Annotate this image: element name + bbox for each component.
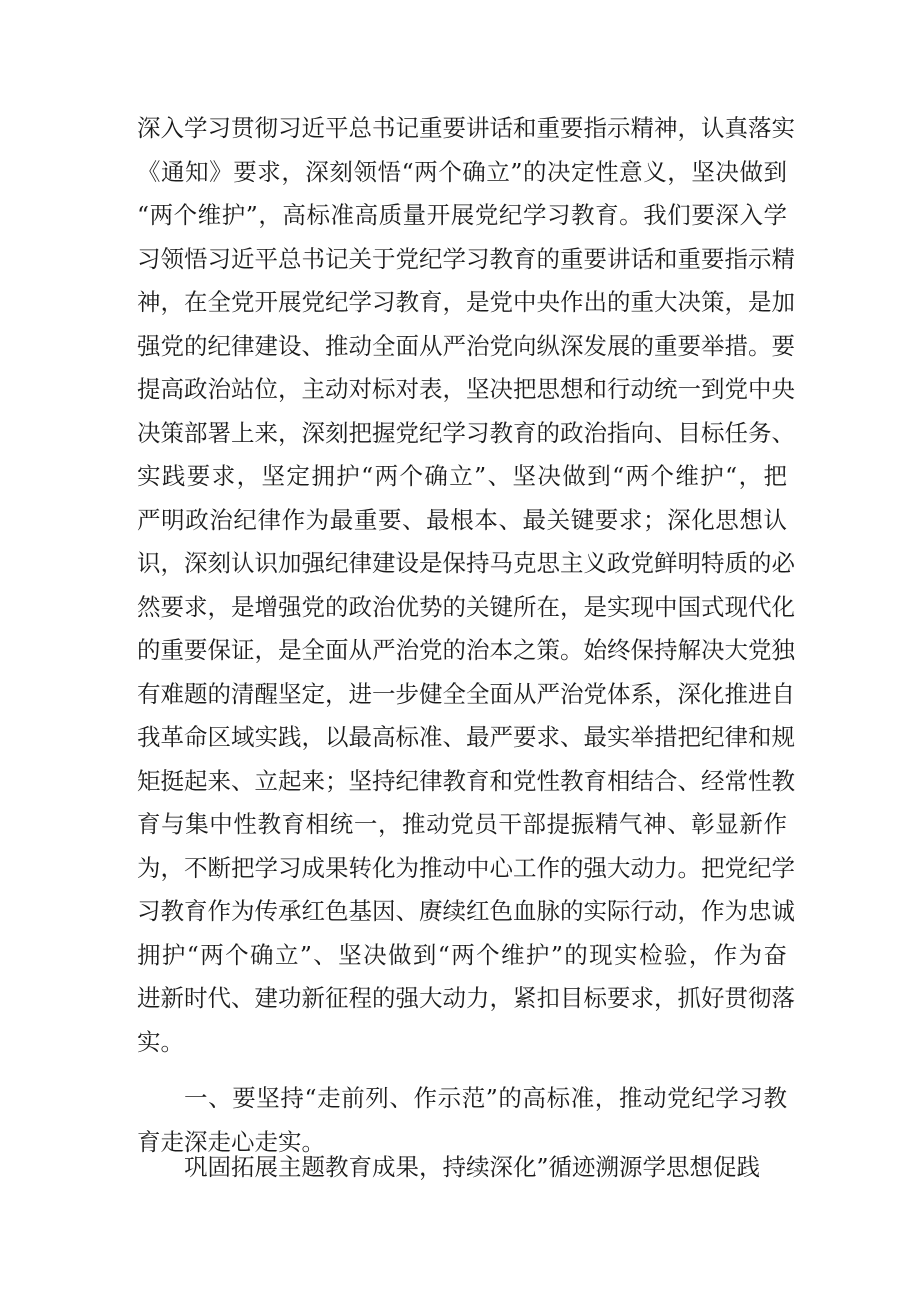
text-line: 为，不断把学习成果转化为推动中心工作的强大动力。把党纪学	[137, 853, 795, 882]
text-line: 有难题的清醒坚定，进一步健全全面从严治党体系，深化推进自	[137, 679, 795, 708]
text-line: 识，深刻认识加强纪律建设是保持马克思主义政党鲜明特质的必	[137, 549, 795, 577]
text-line: 习教育作为传承红色基因、赓续红色血脉的实际行动，作为忠诚	[137, 897, 795, 925]
text-line: 育与集中性教育相统一，推动党员干部提振精气神、彰显新作	[137, 810, 787, 838]
text-line: 深入学习贯彻习近平总书记重要讲话和重要指示精神，认真落实	[137, 114, 795, 142]
text-line: 育走深走心走实。	[137, 1127, 325, 1156]
text-line: 提高政治站位，主动对标对表，坚决把思想和行动统一到党中央	[137, 375, 795, 403]
text-line: 拥护“两个确立”、坚决做到“两个维护”的现实检验，作为奋	[137, 940, 787, 969]
text-line: 进新时代、建功新征程的强大动力，紧扣目标要求，抓好贯彻落	[137, 984, 795, 1012]
text-line: 巩固拓展主题教育成果，持续深化”循迹溯源学思想促践	[184, 1153, 761, 1181]
body-paragraph	[137, 1146, 787, 1190]
text-line: 《通知》要求，深刻领悟“两个确立”的决定性意义，坚决做到	[137, 157, 787, 186]
text-line: 严明政治纪律作为最重要、最根本、最关键要求；深化思想认	[137, 505, 787, 534]
text-line: 决策部署上来，深刻把握党纪学习教育的政治指向、目标任务、	[137, 418, 795, 447]
text-line: 我革命区域实践，以最高标准、最严要求、最实举措把纪律和规	[137, 723, 795, 751]
text-line: 然要求，是增强党的政治优势的关键所在，是实现中国式现代化	[137, 592, 795, 621]
text-line: “两个维护”，高标准高质量开展党纪学习教育。我们要深入学	[137, 201, 787, 229]
body-paragraph	[137, 107, 795, 1064]
text-line: 一、要坚持“走前列、作示范”的高标准，推动党纪学习教	[184, 1084, 787, 1112]
text-line: 实。	[137, 1027, 184, 1056]
text-line: 神，在全党开展党纪学习教育，是党中央作出的重大决策，是加	[137, 288, 795, 316]
text-line: 矩挺起来、立起来；坚持纪律教育和党性教育相结合、经常性教	[137, 766, 795, 795]
text-line: 实践要求，坚定拥护“两个确立”、坚决做到“两个维护“，把	[137, 462, 787, 490]
text-line: 的重要保证，是全面从严治党的治本之策。始终保持解决大党独	[137, 636, 795, 664]
text-line: 习领悟习近平总书记关于党纪学习教育的重要讲话和重要指示精	[137, 244, 795, 273]
text-line: 强党的纪律建设、推动全面从严治党向纵深发展的重要举措。要	[137, 331, 795, 360]
